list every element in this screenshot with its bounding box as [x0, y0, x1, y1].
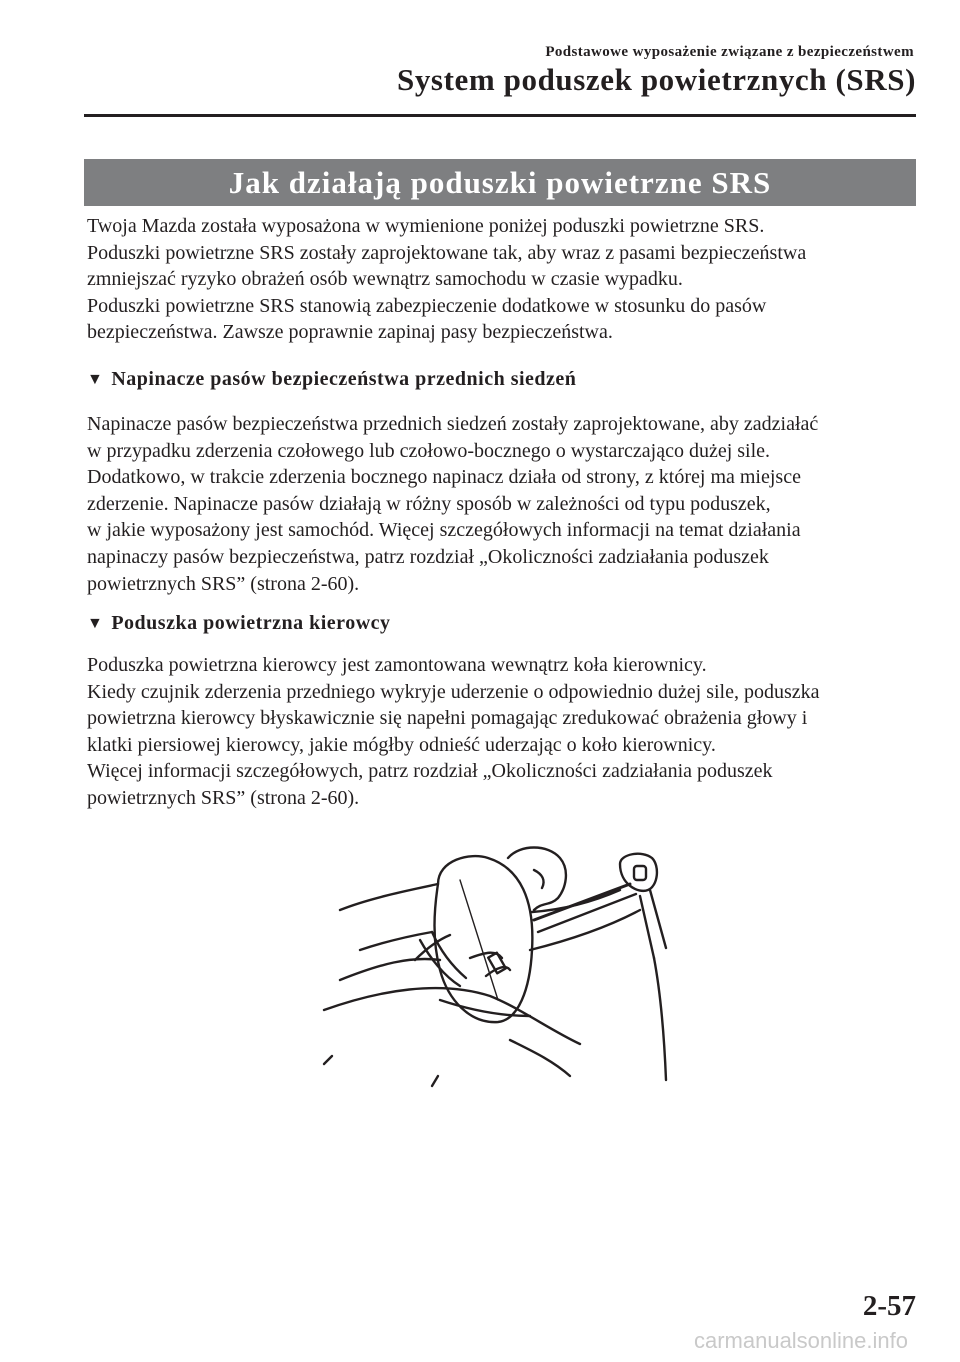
- text-line: powietrzna kierowcy błyskawicznie się napełni pomagając zredukować obrażenia głowy i: [87, 707, 808, 730]
- page-number: 2-57: [862, 1290, 916, 1322]
- triangle-marker-icon: ▼: [87, 371, 104, 388]
- text-line: klatki piersiowej kierowcy, jakie mógłby odnieść uderzając o koło kierownicy.: [87, 733, 716, 756]
- subheading-label: Napinacze pasów bezpieczeństwa przednich siedzeń: [111, 368, 577, 390]
- text-line: powietrznych SRS” (strona 2-60).: [87, 786, 360, 809]
- text-line: Kiedy czujnik zderzenia przedniego wykryje uderzenie o odpowiednio dużej sile, poduszka: [87, 680, 820, 703]
- subheading-pretensioners: [87, 366, 576, 394]
- airbag-shape: [435, 856, 533, 1022]
- text-line: Poduszka powietrzna kierowcy jest zamontowana wewnątrz koła kierownicy.: [87, 654, 707, 676]
- text-line: Twoja Mazda została wyposażona w wymienione poniżej poduszki powietrzne SRS.: [87, 215, 765, 237]
- text-line: Poduszki powietrzne SRS zostały zaprojektowane tak, aby wraz z pasami bezpieczeństwa: [87, 241, 807, 264]
- pretensioners-paragraph: [87, 411, 927, 597]
- text-line: w przypadku zderzenia czołowego lub czołowo-bocznego o wystarczająco dużej sile.: [87, 439, 771, 462]
- header-divider: [84, 114, 916, 117]
- text-line: bezpieczeństwa. Zawsze poprawnie zapinaj pasy bezpieczeństwa.: [87, 321, 613, 344]
- text-line: w jakie wyposażony jest samochód. Więcej szczegółowych informacji na temat działania: [87, 519, 801, 542]
- text-line: Więcej informacji szczegółowych, patrz rozdział „Okoliczności zadziałania poduszek: [87, 760, 773, 783]
- text-line: powietrznych SRS” (strona 2-60).: [87, 572, 360, 595]
- text-line: napinaczy pasów bezpieczeństwa, patrz rozdział „Okoliczności zadziałania poduszek: [87, 545, 769, 568]
- chapter-subtitle: Podstawowe wyposażenie związane z bezpieczeństwem: [545, 44, 914, 60]
- driver-airbag-paragraph: [87, 652, 927, 812]
- dashboard-line: [340, 884, 438, 910]
- section-title-banner: Jak działają poduszki powietrzne SRS: [84, 159, 916, 206]
- watermark-logo: carmanualsonline.info: [693, 1328, 908, 1353]
- text-line: zmniejszać ryzyko obrażeń osób wewnątrz samochodu w czasie wypadku.: [87, 268, 683, 291]
- text-line: zderzenie. Napinacze pasów działają w różny sposób w zależności od typu poduszek,: [87, 492, 771, 515]
- subheading-label: Poduszka powietrzna kierowcy: [111, 612, 391, 634]
- text-line: Napinacze pasów bezpieczeństwa przednich siedzeń zostały zaprojektowane, aby zadziałać: [87, 413, 819, 435]
- triangle-marker-icon: ▼: [87, 615, 104, 632]
- text-line: Poduszki powietrzne SRS stanowią zabezpieczenie dodatkowe w stosunku do pasów: [87, 294, 767, 317]
- text-line: Dodatkowo, w trakcie zderzenia bocznego napinacz działa od strony, z której ma miejsce: [87, 466, 801, 489]
- intro-paragraph: [87, 213, 927, 346]
- subheading-driver-airbag: [87, 610, 391, 638]
- chapter-title: System poduszek powietrznych (SRS): [396, 62, 916, 97]
- driver-airbag-illustration: [320, 840, 680, 1090]
